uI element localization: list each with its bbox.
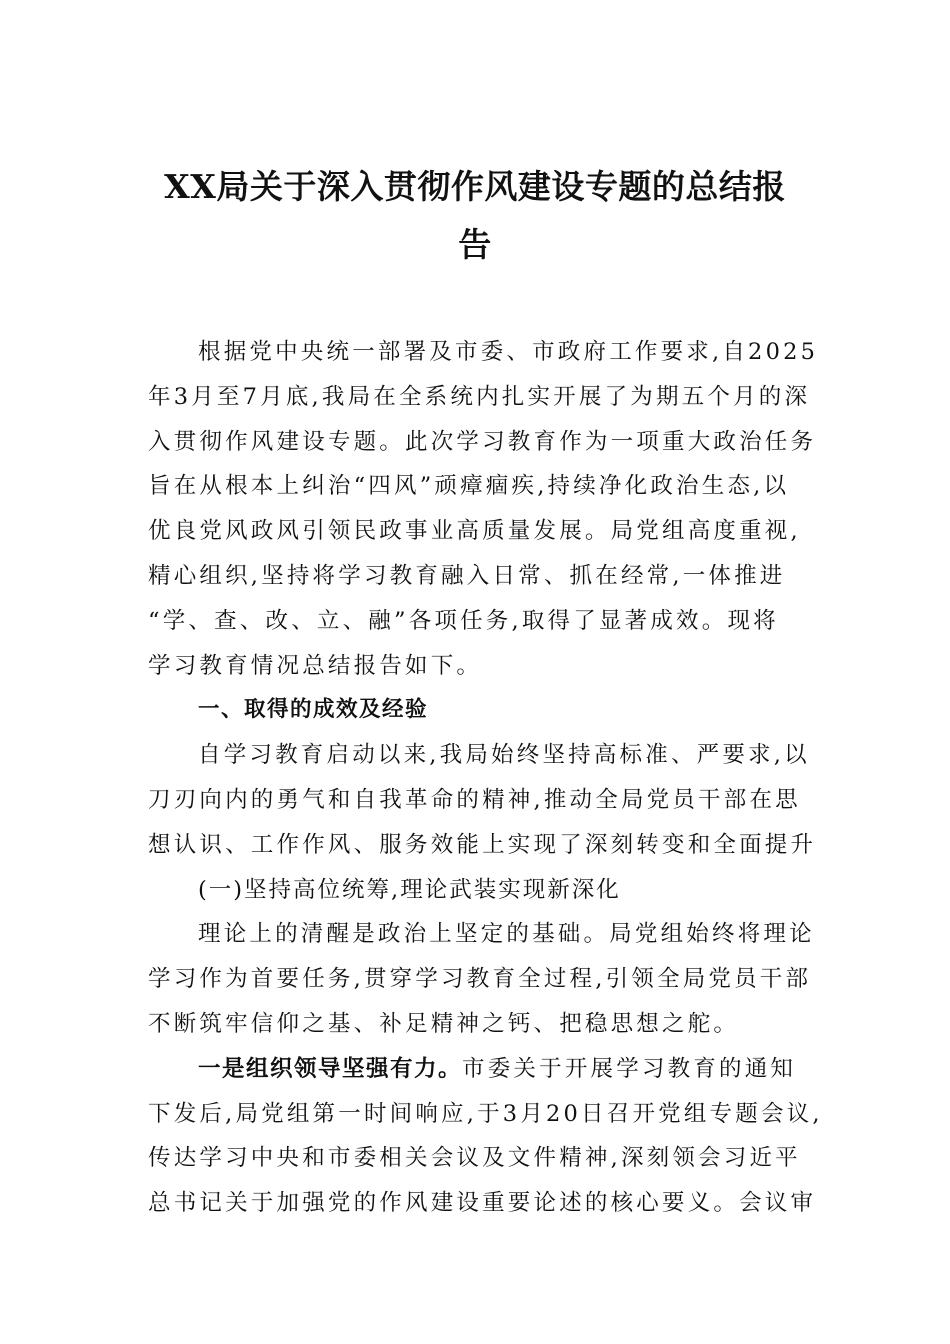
section-line: 自学习教育启动以来,我局始终坚持高标准、严要求,以: [198, 742, 810, 769]
title-line-1: XX局关于深入贯彻作风建设专题的总结报: [164, 167, 786, 206]
intro-line: 旨在从根本上纠治“四风”顽瘴痼疾,持续净化政治生态,以: [148, 473, 790, 500]
document-body: [148, 330, 823, 1226]
intro-line: 入贯彻作风建设专题。此次学习教育作为一项重大政治任务: [148, 428, 817, 455]
intro-line: 学习教育情况总结报告如下。: [148, 652, 483, 679]
point-line: 下发后,局党组第一时间响应,于3月20日召开党组专题会议,: [148, 1100, 823, 1127]
point-line: 传达学习中央和市委相关会议及文件精神,深刻领会习近平: [148, 1145, 801, 1172]
subsection-line: 理论上的清醒是政治上坚定的基础。局党组始终将理论: [198, 921, 815, 948]
document-title: [120, 158, 830, 274]
subsection-line: 学习作为首要任务,贯穿学习教育全过程,引领全局党员干部: [148, 966, 812, 993]
intro-line: 优良党风政风引领民政事业高质量发展。局党组高度重视,: [148, 518, 801, 545]
section-line: 想认识、工作作风、服务效能上实现了深刻转变和全面提升: [148, 831, 817, 858]
intro-line: 根据党中央统一部署及市委、市政府工作要求,自2025: [198, 339, 819, 365]
point-line: 总书记关于加强党的作风建设重要论述的核心要义。会议审: [148, 1190, 817, 1217]
subsection-line: 不断筑牢信仰之基、补足精神之钙、把稳思想之舵。: [148, 1010, 740, 1037]
section-line: 刀刃向内的勇气和自我革命的精神,推动全局党员干部在思: [148, 786, 801, 813]
point-first-rest: 市委关于开展学习教育的通知: [462, 1055, 797, 1082]
intro-line: 精心组织,坚持将学习教育融入日常、抓在经常,一体推进: [148, 562, 786, 589]
point-lead: 一是组织领导坚强有力。: [198, 1055, 463, 1082]
section-heading: 一、取得的成效及经验: [198, 697, 429, 723]
title-line-2: 告: [458, 225, 492, 264]
point-first-line: [148, 1047, 808, 1092]
intro-line: “学、查、改、立、融”各项任务,取得了显著成效。现将: [148, 607, 779, 634]
intro-line: 年3月至7月底,我局在全系统内扎实开展了为期五个月的深: [148, 383, 811, 410]
subsection-heading: (一)坚持高位统筹,理论武装实现新深化: [198, 876, 621, 903]
